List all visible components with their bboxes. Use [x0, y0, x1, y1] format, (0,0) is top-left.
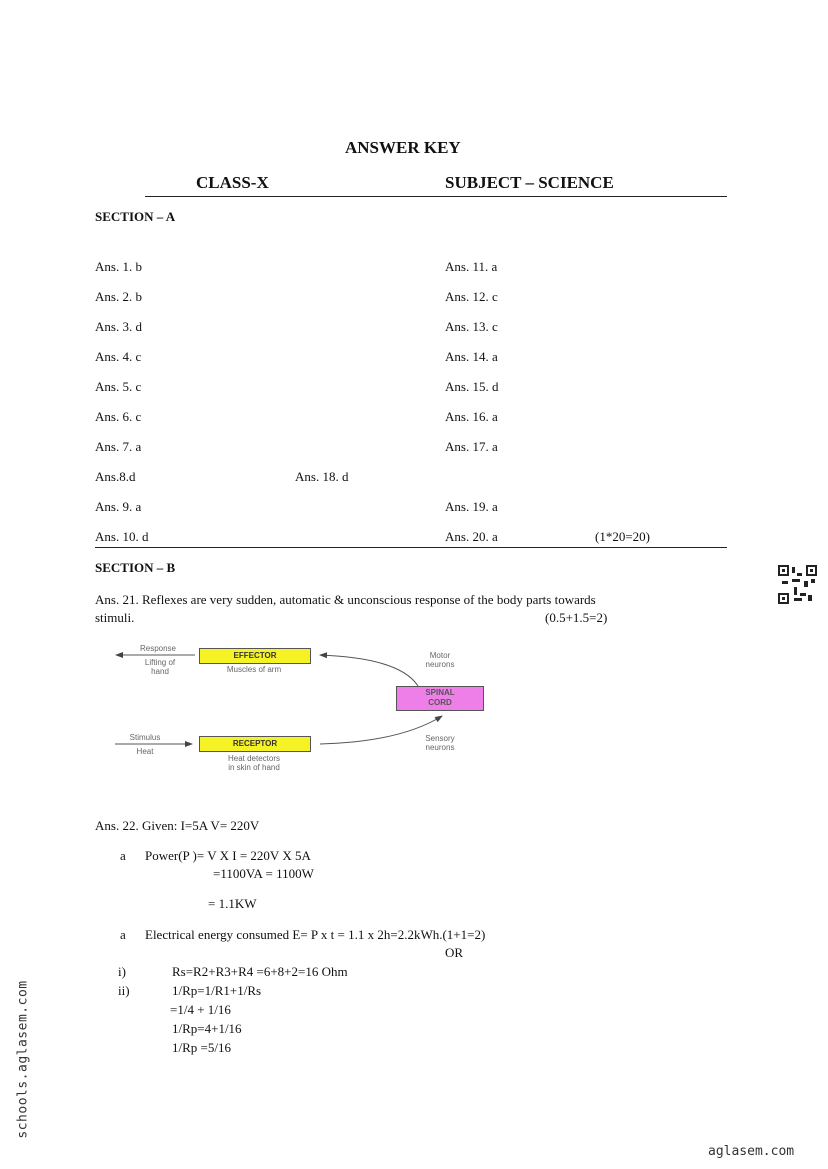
- ans21-marks: (0.5+1.5=2): [545, 610, 608, 625]
- item-marker: i): [118, 964, 126, 979]
- ans22-line: =1100VA = 1100W: [213, 866, 314, 881]
- section-b-heading: SECTION – B: [95, 560, 176, 575]
- answer-item: Ans. 2. b: [95, 289, 142, 304]
- response-label: Response: [139, 644, 177, 653]
- answer-item: Ans. 5. c: [95, 379, 142, 394]
- answer-item: Ans. 4. c: [95, 349, 142, 364]
- lifting-label: [130, 658, 190, 676]
- muscles-label: Muscles of arm: [226, 665, 282, 674]
- page-title: ANSWER KEY: [345, 138, 461, 157]
- heat-detectors-label: [199, 754, 309, 772]
- answer-item: Ans. 18. d: [295, 469, 349, 484]
- sensory-neurons-label: [410, 734, 470, 752]
- answer-item: Ans. 13. c: [445, 319, 498, 334]
- answer-item: Ans. 19. a: [445, 499, 498, 514]
- ans21-text: Ans. 21. Reflexes are very sudden, automatic & unconscious response of the body parts towards: [95, 592, 596, 607]
- ans22-line: 1/Rp =5/16: [172, 1040, 231, 1055]
- divider: [145, 196, 727, 197]
- ans22-line: = 1.1KW: [208, 896, 257, 911]
- ans22-line: 1/Rp=1/R1+1/Rs: [172, 983, 262, 998]
- motor-line: neurons: [425, 660, 455, 669]
- ans22-given: Ans. 22. Given: I=5A V= 220V: [95, 818, 260, 833]
- answer-item: Ans. 15. d: [445, 379, 499, 394]
- sensory-line: Sensory: [425, 734, 455, 743]
- lifting-line: Lifting of: [144, 658, 176, 667]
- qr-code-icon: [778, 565, 817, 604]
- answer-item: Ans. 16. a: [445, 409, 498, 424]
- answer-item: Ans. 11. a: [445, 259, 498, 274]
- divider: [95, 547, 727, 548]
- spinal-cord-box: [396, 686, 484, 711]
- stimulus-label: Stimulus: [129, 733, 161, 742]
- answer-item: Ans. 6. c: [95, 409, 142, 424]
- answer-item: Ans. 20. a: [445, 529, 498, 544]
- ans21-text: stimuli.: [95, 610, 135, 625]
- bottom-watermark: aglasem.com: [708, 1144, 795, 1159]
- heat-label: Heat: [136, 747, 154, 756]
- answer-item: Ans. 1. b: [95, 259, 142, 274]
- item-marker: a: [120, 848, 126, 863]
- section-a-marks: (1*20=20): [595, 529, 650, 544]
- ans22-line: Rs=R2+R3+R4 =6+8+2=16 Ohm: [172, 964, 348, 979]
- cord-label: CORD: [428, 698, 452, 707]
- item-marker: ii): [118, 983, 130, 998]
- sensory-line: neurons: [425, 743, 455, 752]
- ans22-line: Power(P )= V X I = 220V X 5A: [145, 848, 311, 863]
- answer-item: Ans. 3. d: [95, 319, 142, 334]
- motor-line: Motor: [429, 651, 451, 660]
- ans22-line: 1/Rp=4+1/16: [172, 1021, 242, 1036]
- answer-item: Ans. 17. a: [445, 439, 498, 454]
- receptor-box: RECEPTOR: [199, 736, 311, 752]
- answer-item: Ans. 14. a: [445, 349, 498, 364]
- subject-label: SUBJECT – SCIENCE: [445, 173, 614, 192]
- ans22-line: Electrical energy consumed E= P x t = 1.1 x 2h=2.2kWh.(1+1=2): [145, 927, 486, 942]
- or-label: OR: [445, 945, 464, 960]
- motor-neurons-label: [410, 651, 470, 669]
- answer-item: Ans. 12. c: [445, 289, 498, 304]
- ans22-line: =1/4 + 1/16: [170, 1002, 231, 1017]
- answer-item: Ans. 7. a: [95, 439, 142, 454]
- answer-item: Ans.8.d: [95, 469, 136, 484]
- effector-box: EFFECTOR: [199, 648, 311, 664]
- spinal-label: SPINAL: [425, 688, 455, 697]
- reflex-arc-diagram: [100, 638, 490, 773]
- section-a-heading: SECTION – A: [95, 209, 176, 224]
- side-watermark: schools.aglasem.com: [15, 980, 31, 1139]
- detectors-line: in skin of hand: [228, 763, 280, 772]
- lifting-line: hand: [151, 667, 169, 676]
- item-marker: a: [120, 927, 126, 942]
- answer-item: Ans. 9. a: [95, 499, 142, 514]
- class-label: CLASS-X: [196, 173, 269, 192]
- answer-item: Ans. 10. d: [95, 529, 149, 544]
- detectors-line: Heat detectors: [227, 754, 281, 763]
